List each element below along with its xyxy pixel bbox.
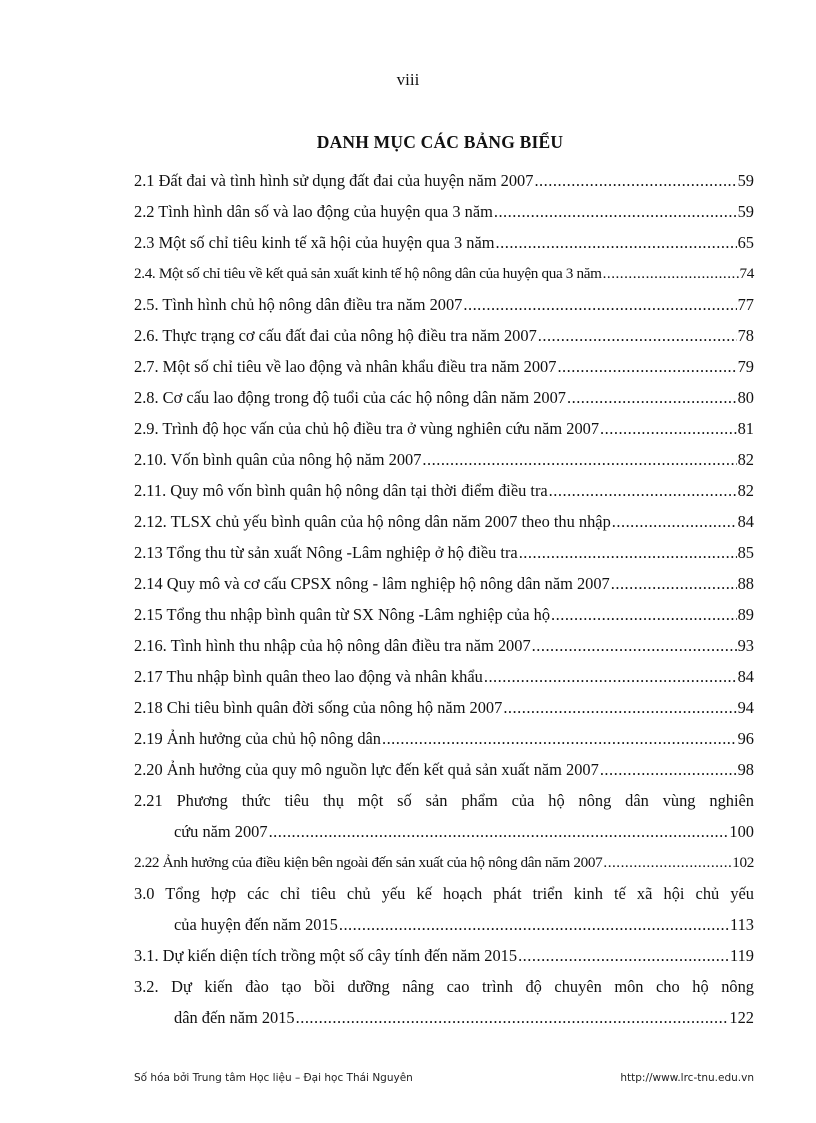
dot-leader (503, 698, 736, 718)
entry-label: 2.11. Quy mô vốn bình quân hộ nông dân tại thời điểm điều tra (134, 481, 548, 500)
dot-leader (422, 450, 736, 470)
list-item[interactable] (134, 191, 754, 222)
entry-label: 2.17 Thu nhập bình quân theo lao động và nhân khẩu (134, 667, 483, 686)
entry-label: 3.1. Dự kiến diện tích trồng một số cây tính đến năm 2015 (134, 946, 518, 965)
list-item[interactable] (134, 625, 754, 656)
list-item[interactable] (134, 408, 754, 439)
entry-page: 89 (737, 605, 754, 624)
dot-leader (549, 481, 737, 501)
entry-page: 81 (737, 419, 754, 438)
list-item[interactable] (134, 315, 754, 346)
page-footer (134, 1072, 754, 1084)
list-item[interactable] (134, 749, 754, 780)
entry-label: 2.13 Tổng thu từ sản xuất Nông -Lâm nghiệp ở hộ điều tra (134, 543, 518, 562)
entry-page: 98 (737, 760, 754, 779)
dot-leader (557, 357, 736, 377)
dot-leader (603, 264, 739, 284)
entry-page: 94 (737, 698, 754, 717)
entry-page: 96 (737, 729, 754, 748)
dot-leader (603, 853, 731, 873)
entry-label: 2.1 Đất đai và tình hình sử dụng đất đai của huyện năm 2007 (134, 171, 534, 190)
entry-label: 2.16. Tình hình thu nhập của hộ nông dân điều tra năm 2007 (134, 636, 531, 655)
dot-leader (534, 171, 736, 191)
entry-label: 2.5. Tình hình chủ hộ nông dân điều tra năm 2007 (134, 295, 463, 314)
entry-page: 78 (737, 326, 754, 345)
entry-page: 100 (729, 822, 754, 841)
entry-label: của huyện đến năm 2015 (174, 915, 338, 934)
entry-label: 2.6. Thực trạng cơ cấu đất đai của nông hộ điều tra năm 2007 (134, 326, 537, 345)
entry-label: 2.3 Một số chỉ tiêu kinh tế xã hội của huyện qua 3 năm (134, 233, 495, 252)
entry-label: 2.15 Tổng thu nhập bình quân từ SX Nông -Lâm nghiệp của hộ (134, 605, 551, 624)
entry-label: 2.20 Ảnh hưởng của quy mô nguồn lực đến kết quả sản xuất năm 2007 (134, 760, 599, 779)
entry-page: 122 (729, 1008, 754, 1027)
list-item-continuation[interactable] (134, 997, 754, 1028)
entry-label: cứu năm 2007 (174, 822, 268, 841)
entry-page: 84 (737, 512, 754, 531)
dot-leader (519, 543, 737, 563)
entry-page: 85 (737, 543, 754, 562)
list-item[interactable] (134, 594, 754, 625)
entry-page: 74 (739, 265, 754, 282)
list-item[interactable] (134, 532, 754, 563)
list-item[interactable] (134, 873, 754, 904)
entry-page: 82 (737, 450, 754, 469)
entry-page: 77 (737, 295, 754, 314)
dot-leader (496, 233, 737, 253)
entry-page: 59 (737, 202, 754, 221)
entry-label: 2.14 Quy mô và cơ cấu CPSX nông - lâm nghiệp hộ nông dân năm 2007 (134, 574, 610, 593)
list-item[interactable] (134, 377, 754, 408)
dot-leader (382, 729, 737, 749)
dot-leader (484, 667, 737, 687)
dot-leader (269, 822, 729, 842)
entry-page: 113 (730, 915, 754, 934)
dot-leader (612, 512, 737, 532)
footer-url[interactable]: http://www.lrc-tnu.edu.vn (620, 1072, 754, 1084)
list-item[interactable] (134, 563, 754, 594)
entry-label: 2.2 Tình hình dân số và lao động của huyện qua 3 năm (134, 202, 493, 221)
list-item[interactable] (134, 966, 754, 997)
list-item[interactable] (134, 935, 754, 966)
dot-leader (611, 574, 737, 594)
entry-page: 80 (737, 388, 754, 407)
dot-leader (567, 388, 737, 408)
entry-label: 2.12. TLSX chủ yếu bình quân của hộ nông dân năm 2007 theo thu nhập (134, 512, 611, 531)
list-item-continuation[interactable] (134, 904, 754, 935)
dot-leader (494, 202, 737, 222)
table-list (134, 160, 754, 1028)
entry-label: 2.7. Một số chỉ tiêu về lao động và nhân khẩu điều tra năm 2007 (134, 357, 557, 376)
dot-leader (296, 1008, 729, 1028)
list-item[interactable] (134, 842, 754, 873)
dot-leader (339, 915, 729, 935)
list-item[interactable] (134, 718, 754, 749)
list-item[interactable] (134, 284, 754, 315)
entry-label: dân đến năm 2015 (174, 1008, 295, 1027)
list-item[interactable] (134, 346, 754, 377)
entry-page: 84 (737, 667, 754, 686)
list-item[interactable] (134, 253, 754, 284)
page-title: DANH MỤC CÁC BẢNG BIỂU (316, 132, 564, 152)
list-item-continuation[interactable] (134, 811, 754, 842)
entry-page: 65 (737, 233, 754, 252)
entry-label: 2.18 Chi tiêu bình quân đời sống của nông hộ năm 2007 (134, 698, 503, 717)
list-item[interactable] (134, 687, 754, 718)
list-item[interactable] (134, 439, 754, 470)
dot-leader (463, 295, 736, 315)
entry-label: 3.0 Tổng hợp các chỉ tiêu chủ yếu kế hoạch phát triển kinh tế xã hội chủ yếu (134, 884, 754, 903)
list-item[interactable] (134, 656, 754, 687)
footer-source: Số hóa bởi Trung tâm Học liệu – Đại học Thái Nguyên (134, 1072, 413, 1084)
entry-label: 2.8. Cơ cấu lao động trong độ tuổi của các hộ nông dân năm 2007 (134, 388, 566, 407)
page-number: viii (396, 70, 420, 89)
dot-leader (600, 760, 737, 780)
entry-label: 2.22 Ảnh hưởng của điều kiện bên ngoài đến sản xuất của hộ nông dân năm 2007 (134, 854, 603, 871)
entry-page: 93 (737, 636, 754, 655)
list-item[interactable] (134, 501, 754, 532)
entry-page: 119 (730, 946, 754, 965)
entry-page: 102 (732, 854, 754, 871)
entry-label: 2.9. Trình độ học vấn của chủ hộ điều tra ở vùng nghiên cứu năm 2007 (134, 419, 600, 438)
entry-label: 3.2. Dự kiến đào tạo bồi dưỡng nâng cao trình độ chuyên môn cho hộ nông (134, 977, 754, 996)
entry-page: 79 (737, 357, 754, 376)
dot-leader (518, 946, 729, 966)
dot-leader (551, 605, 737, 625)
list-item[interactable] (134, 470, 754, 501)
list-item[interactable] (134, 780, 754, 811)
entry-label: 2.10. Vốn bình quân của nông hộ năm 2007 (134, 450, 422, 469)
entry-label: 2.19 Ảnh hưởng của chủ hộ nông dân (134, 729, 381, 748)
entry-page: 59 (737, 171, 754, 190)
entry-page: 82 (737, 481, 754, 500)
list-item[interactable] (134, 222, 754, 253)
entry-page: 88 (737, 574, 754, 593)
dot-leader (600, 419, 737, 439)
list-item[interactable] (134, 160, 754, 191)
dot-leader (532, 636, 737, 656)
dot-leader (538, 326, 737, 346)
entry-label: 2.21 Phương thức tiêu thụ một số sản phẩm của hộ nông dân vùng nghiên (134, 791, 754, 810)
entry-label: 2.4. Một số chỉ tiêu về kết quả sản xuất kinh tế hộ nông dân của huyện qua 3 năm (134, 265, 602, 282)
